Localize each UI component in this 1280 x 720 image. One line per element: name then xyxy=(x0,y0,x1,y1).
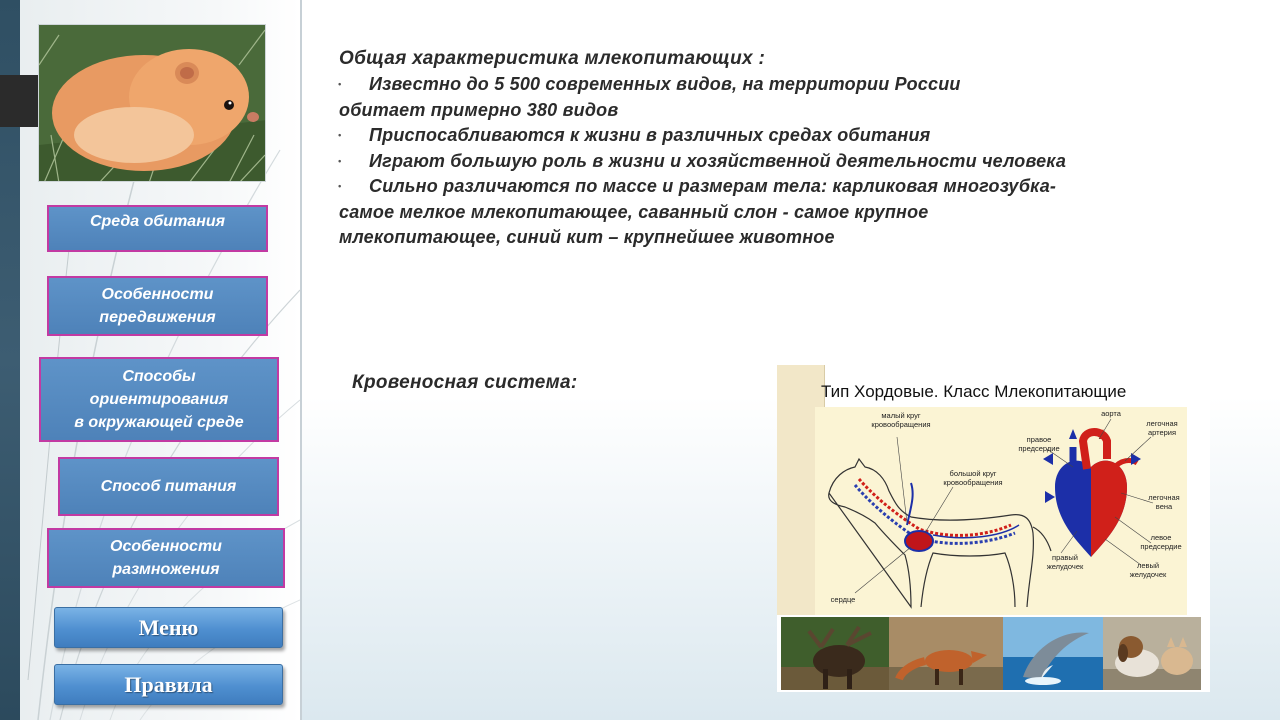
bullet-icon: • xyxy=(338,130,342,140)
reproduction-button[interactable]: Особенности размножения xyxy=(47,528,285,588)
bullet-item: • Играют большую роль в жизни и хозяйственной деятельности человека xyxy=(339,149,1239,175)
right-atrium-label: правое предсердие xyxy=(1018,435,1060,453)
section-title: Общая характеристика млекопитающих : xyxy=(339,48,766,69)
left-atrium-label: левое предсердие xyxy=(1140,533,1182,551)
bullet-continuation: млекопитающее, синий кит – крупнейшее животное xyxy=(339,227,835,247)
bullet-item: • Приспосабливаются к жизни в различных средах обитания xyxy=(339,123,1239,149)
heart-label: сердце xyxy=(830,595,856,604)
figure-title: Тип Хордовые. Класс Млекопитающие xyxy=(821,382,1127,401)
bullet-icon: • xyxy=(338,79,342,89)
pulmonary-vein-label: легочная вена xyxy=(1148,493,1180,511)
moose-photo xyxy=(781,617,889,690)
animal-photo-strip xyxy=(781,617,1201,690)
bullet-icon: • xyxy=(338,155,342,166)
circulatory-figure xyxy=(777,365,1210,692)
feeding-button[interactable]: Способ питания xyxy=(58,457,279,516)
bullet-icon: • xyxy=(338,181,342,191)
circulatory-system-label: Кровеносная система: xyxy=(352,372,578,393)
habitat-button[interactable]: Среда обитания xyxy=(47,205,268,252)
bullet-item: • Известно до 5 500 современных видов, на территории России xyxy=(339,72,1239,98)
bullet-continuation: самое мелкое млекопитающее, саванный слон - самое крупное xyxy=(339,201,929,222)
dog-heart-diagram xyxy=(815,407,1187,615)
dolphin-photo xyxy=(1003,617,1103,690)
menu-button[interactable]: Меню xyxy=(54,607,283,648)
circulatory-diagram xyxy=(815,407,1187,615)
big-circle-label: большой круг кровообращения xyxy=(943,469,1003,487)
rules-button[interactable]: Правила xyxy=(54,664,283,705)
orientation-button[interactable]: Способы ориентирования в окружающей среде xyxy=(39,357,279,442)
dog-cat-photo xyxy=(1103,617,1201,690)
locomotion-button[interactable]: Особенности передвижения xyxy=(47,276,268,336)
mammal-characteristics-text xyxy=(339,46,1239,251)
right-ventricle-label: правый желудочек xyxy=(1046,553,1084,571)
pulmonary-artery-label: легочная артерия xyxy=(1146,419,1178,437)
left-ventricle-label: левый желудочек xyxy=(1129,561,1167,579)
dark-tab-marker xyxy=(0,75,40,127)
aorta-label: аорта xyxy=(1101,409,1121,418)
fox-photo xyxy=(889,617,1003,690)
hamster-photo xyxy=(38,24,266,182)
bullet-continuation: обитает примерно 380 видов xyxy=(339,99,619,120)
small-circle-label: малый круг кровообращения xyxy=(871,411,931,429)
bullet-item: • Сильно различаются по массе и размерам тела: карликовая многозубка- xyxy=(339,174,1239,200)
